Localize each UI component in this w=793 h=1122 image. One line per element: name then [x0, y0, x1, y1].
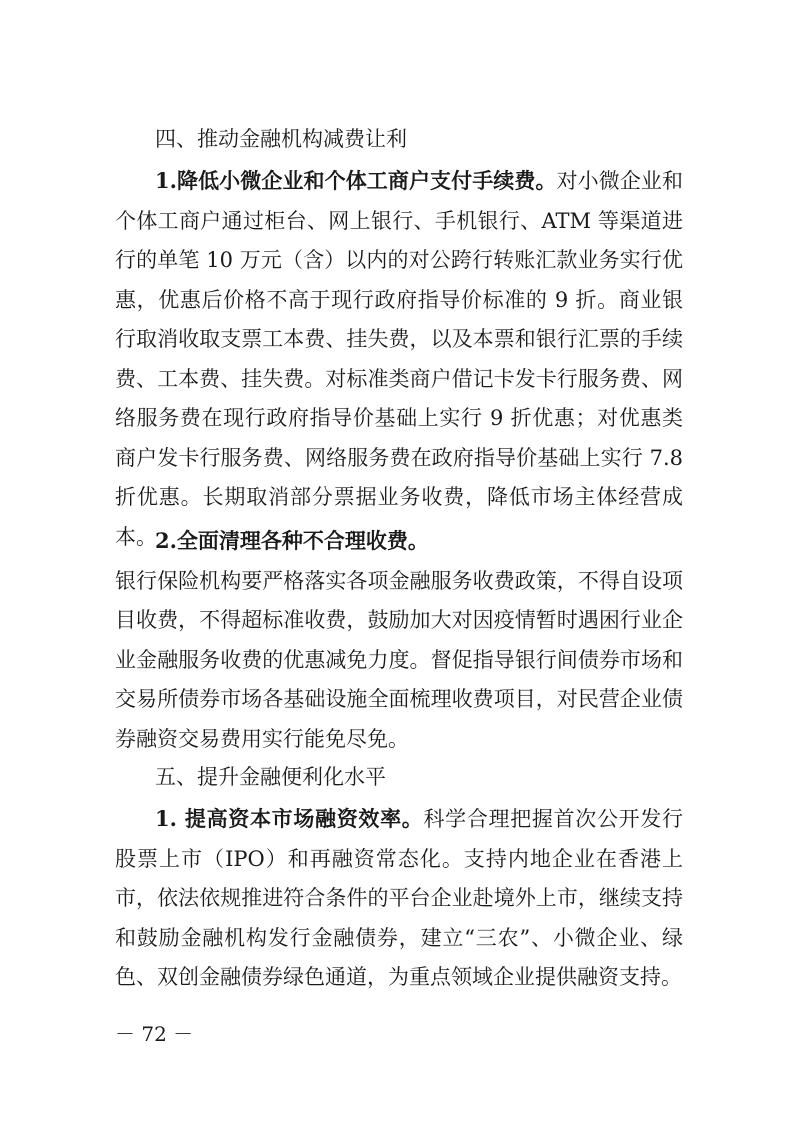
section-heading-5: 五、提升金融便利化水平: [155, 765, 386, 789]
section4-item2-paragraph: [115, 521, 683, 759]
section5-item1-lead: 1. 提高资本市场融资效率。: [155, 806, 424, 831]
section5-item1-text: 科学合理把握首次公开发行股票上市（IPO）和再融资常态化。支持内地企业在香港上市，依法依规推进符合条件的平台企业赴境外上市，继续支持和鼓励金融机构发行金融债券，建立“三农”、小微企业、绿色、双创金融债券绿色通道，为重点领域企业提供融资支持。: [115, 807, 684, 989]
section4-item2-text: 银行保险机构要严格落实各项金融服务收费政策，不得自设项目收费，不得超标准收费，鼓励加大对因疫情暂时遇困行业企业金融服务收费的优惠减免力度。督促指导银行间债券市场和交易所债券市场各基础设施全面梳理收费项目，对民营企业债券融资交易费用实行能免尽免。: [115, 568, 683, 751]
section4-item1-lead: 1.降低小微企业和个体工商户支付手续费。: [155, 168, 557, 193]
section4-item1-paragraph: [115, 161, 683, 557]
section-heading-4: 四、推动金融机构减费让利: [155, 127, 407, 151]
section5-item1-paragraph: [115, 799, 683, 998]
section4-item1-text: 对小微企业和个体工商户通过柜台、网上银行、手机银行、ATM 等渠道进行的单笔 10 万元（含）以内的对公跨行转账汇款业务实行优惠，优惠后价格不高于现行政府指导价标准的 9 折。商业银行取消收取支票工本费、挂失费，以及本票和银行汇票的手续费、工本费、挂失费。对标准类商户借记卡发卡行服务费、网络服务费在现行政府指导价基础上实行 9 折优惠；对优惠类商户发卡行服务费、网络服务费在政府指导价基础上实行 7.8 折优惠。长期取消部分票据业务收费，降低市场主体经营成本。: [115, 169, 684, 549]
page-number: － 72 －: [115, 1022, 194, 1046]
section4-item2-lead: 2.全面清理各种不合理收费。: [155, 528, 429, 553]
